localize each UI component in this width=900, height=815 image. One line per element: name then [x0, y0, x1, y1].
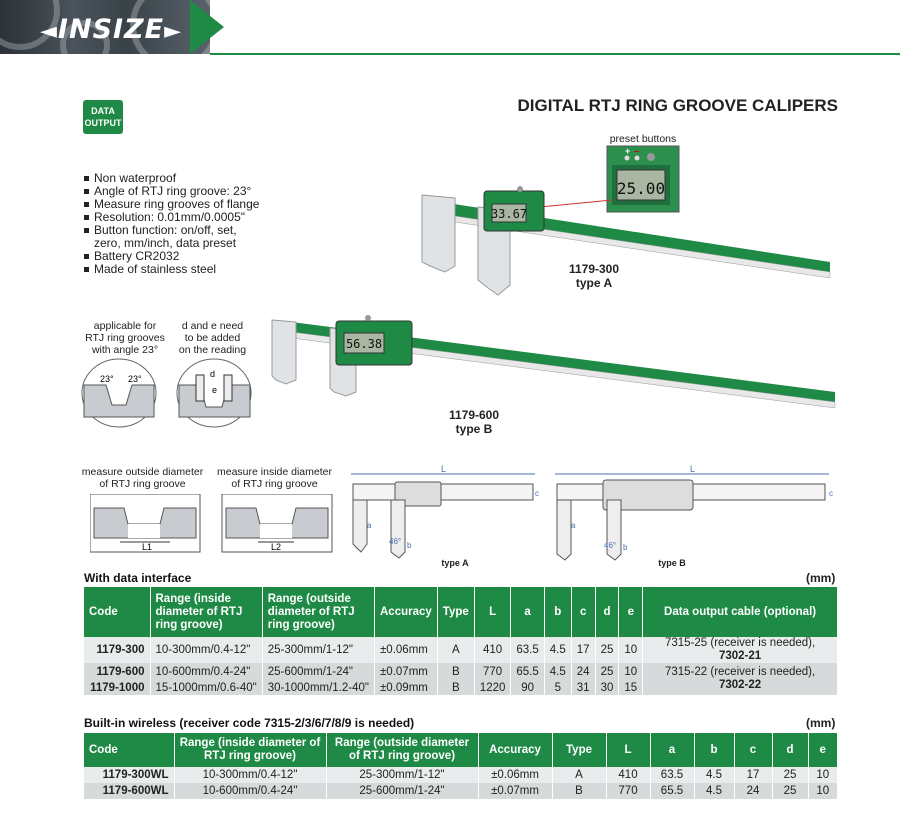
table-cell: 4.5 — [544, 663, 571, 681]
table-cell: 10 — [808, 783, 838, 799]
table-cell: 4.5 — [694, 767, 734, 783]
L-label-b: L — [690, 464, 696, 474]
feature-item: Made of stainless steel — [84, 263, 259, 276]
col-code: Code — [84, 587, 150, 637]
feature-item: Resolution: 0.01mm/0.0005" — [84, 211, 259, 224]
data-interface-table — [84, 587, 838, 695]
col-type: Type — [437, 587, 474, 637]
table-cell: 31 — [571, 681, 595, 695]
table-cell: 1220 — [474, 681, 511, 695]
col-e: e — [808, 733, 838, 767]
table-cell-cable: 7315-25 (receiver is needed), 7302-21 — [643, 637, 838, 663]
col-a: a — [511, 587, 544, 637]
a-label-a: a — [367, 521, 372, 530]
col-accuracy: Accuracy — [478, 733, 552, 767]
preset-plus-sign: + — [625, 146, 631, 156]
table-cell: 10-300mm/0.4-12" — [174, 767, 326, 783]
table2-unit: (mm) — [806, 716, 836, 730]
inside-measure-diagram — [222, 494, 332, 552]
e-label: e — [212, 385, 218, 395]
angle46-label-a: 46° — [389, 537, 402, 546]
banner-rule — [210, 53, 900, 55]
d-label: d — [210, 369, 216, 379]
table-cell: 24 — [734, 783, 772, 799]
feature-item-continued: zero, mm/inch, data preset — [94, 236, 237, 250]
table-cell: 25 — [595, 663, 619, 681]
table-cell: 1179-300WL — [84, 767, 174, 783]
wireless-table — [84, 733, 838, 799]
table-cell: 770 — [474, 663, 511, 681]
table-cell: 4.5 — [694, 783, 734, 799]
groove-diagram-de — [177, 359, 251, 427]
b-label-a: b — [407, 541, 412, 550]
table-cell: 5 — [544, 681, 571, 695]
table-cell: 25 — [772, 767, 808, 783]
table-cell: 1179-600 — [84, 663, 150, 681]
caption-outside: measure outside diameter of RTJ ring groove — [81, 466, 204, 490]
col-L: L — [606, 733, 650, 767]
preset-buttons-label: preset buttons — [609, 133, 677, 145]
measure-diagrams — [90, 494, 335, 556]
table-cell: 65.5 — [511, 663, 544, 681]
feature-item: Non waterproof — [84, 172, 259, 185]
c-label-b: c — [829, 489, 833, 498]
table-cell: 10-300mm/0.4-12" — [150, 637, 262, 663]
table-cell: 10 — [619, 663, 643, 681]
col-accuracy: Accuracy — [375, 587, 438, 637]
feature-item: Battery CR2032 — [84, 250, 259, 263]
table-cell: 25-600mm/1-24" — [262, 663, 374, 681]
technical-drawings — [345, 462, 845, 572]
table1-unit: (mm) — [806, 571, 836, 585]
type-b-display-reading: 56.38 — [345, 337, 383, 351]
table-cell: 4.5 — [544, 637, 571, 663]
col-range-outside: Range (outside diameter of RTJ ring groove) — [326, 733, 478, 767]
col-L: L — [474, 587, 511, 637]
table-cell: 30-1000mm/1.2-40" — [262, 681, 374, 695]
table-cell: 10-600mm/0.4-24" — [174, 783, 326, 799]
col-range-outside: Range (outside diameter of RTJ ring groove) — [262, 587, 374, 637]
caption-inside: measure inside diameter of RTJ ring groove — [217, 466, 332, 490]
table-cell: ±0.06mm — [375, 637, 438, 663]
c-label-a: c — [535, 489, 539, 498]
table-cell: 15 — [619, 681, 643, 695]
table-cell: 25-300mm/1-12" — [326, 767, 478, 783]
L2-label: L2 — [271, 542, 282, 552]
groove-diagram-angle — [82, 359, 156, 427]
table-cell: ±0.06mm — [478, 767, 552, 783]
table-cell: 63.5 — [511, 637, 544, 663]
technical-drawing-type-a — [351, 464, 539, 558]
table-cell-cable: 7315-22 (receiver is needed), 7302-22 — [643, 663, 838, 695]
type-a-display-reading: 33.67 — [490, 207, 528, 221]
caliper-type-b — [272, 315, 835, 408]
table-cell: 25-600mm/1-24" — [326, 783, 478, 799]
caption-applicable: applicable for RTJ ring grooves with angle 23° — [85, 320, 165, 356]
table2-title: Built-in wireless (receiver code 7315-2/3/6/7/8/9 is needed) — [84, 716, 415, 730]
table-cell: ±0.07mm — [478, 783, 552, 799]
L1-label: L1 — [142, 542, 153, 552]
col-b: b — [694, 733, 734, 767]
table-cell: 15-1000mm/0.6-40" — [150, 681, 262, 695]
model-label-b: 1179-600 type B — [448, 408, 500, 436]
table-cell: B — [552, 783, 606, 799]
table-cell: B — [437, 663, 474, 681]
outside-measure-diagram — [90, 494, 200, 552]
col-a: a — [650, 733, 694, 767]
table-cell: 63.5 — [650, 767, 694, 783]
table-cell: 410 — [606, 767, 650, 783]
table-cell: ±0.09mm — [375, 681, 438, 695]
feature-item: Button function: on/off, set, — [84, 224, 259, 237]
feature-item: Measure ring grooves of flange — [84, 198, 259, 211]
col-data-output-cable: Data output cable (optional) — [643, 587, 838, 637]
table-cell: 17 — [571, 637, 595, 663]
table-cell: ±0.07mm — [375, 663, 438, 681]
col-code: Code — [84, 733, 174, 767]
banner-arrow — [190, 0, 224, 54]
table-cell: 10-600mm/0.4-24" — [150, 663, 262, 681]
col-d: d — [595, 587, 619, 637]
table-cell: 410 — [474, 637, 511, 663]
header-banner — [0, 0, 900, 56]
table-cell: 24 — [571, 663, 595, 681]
table-cell: 65.5 — [650, 783, 694, 799]
table-cell: 25 — [772, 783, 808, 799]
table-cell: 10 — [808, 767, 838, 783]
angle46-label-b: 46° — [604, 541, 617, 550]
table-cell: 1179-300 — [84, 637, 150, 663]
table-cell: 10 — [619, 637, 643, 663]
col-c: c — [571, 587, 595, 637]
table-cell: A — [437, 637, 474, 663]
col-d: d — [772, 733, 808, 767]
angle-label-right: 23° — [128, 374, 142, 384]
feature-item: Angle of RTJ ring groove: 23° — [84, 185, 259, 198]
table-cell: B — [437, 681, 474, 695]
data-output-badge: DATA OUTPUT — [83, 100, 123, 134]
page-title: DIGITAL RTJ RING GROOVE CALIPERS — [517, 96, 838, 115]
table-cell: 1179-600WL — [84, 783, 174, 799]
col-e: e — [619, 587, 643, 637]
col-range-inside: Range (inside diameter of RTJ ring groove) — [174, 733, 326, 767]
preset-buttons-inset — [540, 146, 679, 212]
type-a-drawing-label: type A — [441, 558, 469, 568]
a-label-b: a — [571, 521, 576, 530]
table1-title: With data interface — [84, 571, 192, 585]
col-c: c — [734, 733, 772, 767]
preset-display-reading: 25.00 — [616, 179, 666, 198]
L-label-a: L — [441, 464, 447, 474]
table-cell: 25-300mm/1-12" — [262, 637, 374, 663]
angle-label-left: 23° — [100, 374, 114, 384]
col-type: Type — [552, 733, 606, 767]
table-cell: 30 — [595, 681, 619, 695]
type-b-drawing-label: type B — [658, 558, 686, 568]
groove-diagrams — [76, 355, 256, 435]
table-cell: 90 — [511, 681, 544, 695]
col-range-inside: Range (inside diameter of RTJ ring groove) — [150, 587, 262, 637]
table-cell: A — [552, 767, 606, 783]
preset-minus-sign: – — [634, 146, 640, 156]
col-b: b — [544, 587, 571, 637]
table-cell: 25 — [595, 637, 619, 663]
technical-drawing-type-b — [555, 464, 833, 560]
table-cell: 1179-1000 — [84, 681, 150, 695]
table-cell: 770 — [606, 783, 650, 799]
brand-logo: ◄INSIZE► — [40, 14, 182, 45]
model-label-a: 1179-300 type A — [568, 262, 620, 290]
table-cell: 17 — [734, 767, 772, 783]
b-label-b: b — [623, 543, 628, 552]
caption-de-need: d and e need to be added on the reading — [178, 320, 247, 356]
